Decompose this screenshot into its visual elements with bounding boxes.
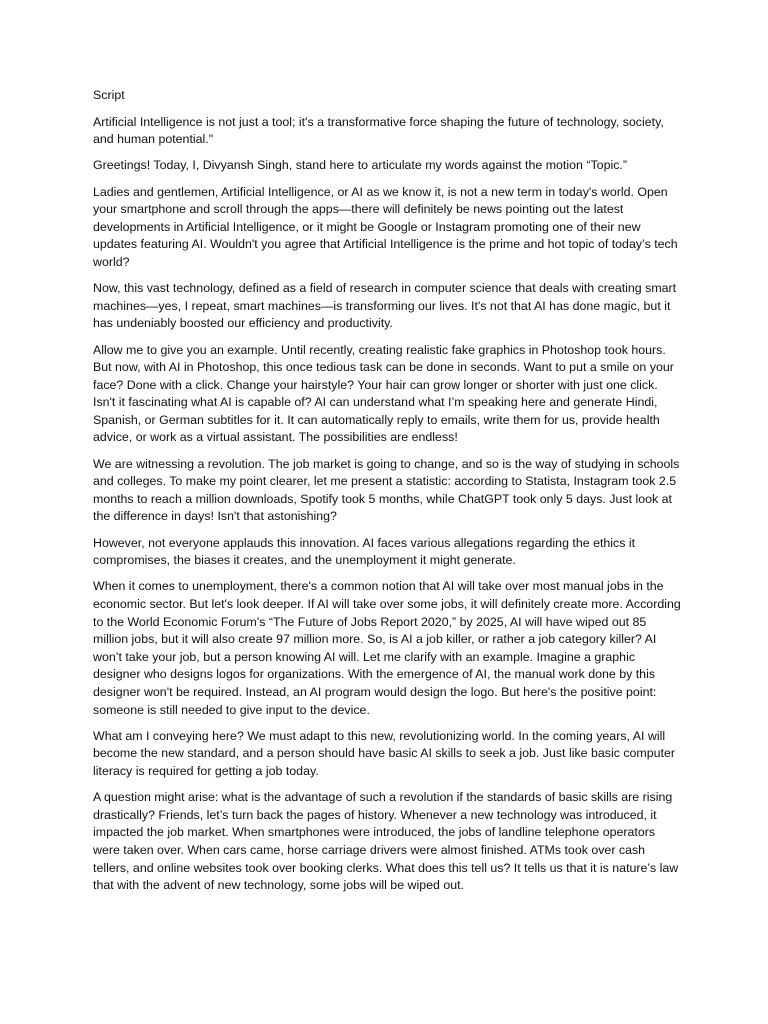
paragraph-history: A question might arise: what is the advantage of such a revolution if the standards of basic skills are rising drastically? Friends, let’s turn back the pages of history. Whenever a new technology was introduced, it impacted the job market. When smartphones were introduced, the jobs of landline telephone operators were taken over. When cars came, horse carriage drivers were almost finished. ATMs took over cash tellers, and online websites took over booking clerks. What does this tell us? It tells us that it is nature’s law that with the advent of new technology, some jobs will be wiped out. bbox=[93, 790, 679, 893]
paragraph-introduction: Ladies and gentlemen, Artificial Intelligence, or AI as we know it, is not a new term in today's world. Open your smartphone and scroll through the apps—there will definitely be news pointing out the latest developments in Artificial Intelligence, or it might be Google or Instagram promoting one of their new updates featuring AI. Wouldn't you agree that Artificial Intelligence is the prime and hot topic of today’s tech world? bbox=[93, 184, 678, 269]
paragraph-definition: Now, this vast technology, defined as a field of research in computer science that deals with creating smart machines—yes, I repeat, smart machines—is transforming our lives. It's not that AI has done magic, but it has undeniably boosted our efficiency and productivity. bbox=[93, 281, 677, 331]
document-heading: Script bbox=[93, 88, 125, 102]
document-page bbox=[93, 87, 681, 903]
paragraph-adaptation: What am I conveying here? We must adapt to this new, revolutionizing world. In the coming years, AI will become the new standard, and a person should have basic AI skills to seek a job. Just like basic computer literacy is required for getting a job today. bbox=[93, 728, 675, 778]
paragraph-revolution-statistic: We are witnessing a revolution. The job market is going to change, and so is the way of studying in schools and colleges. To make my point clearer, let me present a statistic: according to Statista, Instagram took 2.5 months to reach a million downloads, Spotify took 5 months, while ChatGPT took only 5 days. Just look at the difference in days! Isn't that astonishing? bbox=[93, 456, 680, 524]
paragraph-opening-quote: Artificial Intelligence is not just a tool; it's a transformative force shaping the future of technology, society, and human potential." bbox=[93, 114, 664, 147]
paragraph-unemployment: When it comes to unemployment, there's a common notion that AI will take over most manual jobs in the economic sector. But let's look deeper. If AI will take over some jobs, it will definitely create more. According to the World Economic Forum’s “The Future of Jobs Report 2020,” by 2025, AI will have wiped out 85 million jobs, but it will also create 97 million more. So, is AI a job killer, or rather a job category killer? AI won’t take your job, but a person knowing AI will. Let me clarify with an example. Imagine a graphic designer who designs logos for organizations. With the emergence of AI, the manual work done by this designer won't be required. Instead, an AI program would design the logo. But here's the positive point: someone is still needed to give input to the device. bbox=[93, 579, 681, 717]
paragraph-photoshop-example: Allow me to give you an example. Until recently, creating realistic fake graphics in Photoshop took hours. But now, with AI in Photoshop, this once tedious task can be done in seconds. Want to put a smile on your face? Done with a click. Change your hairstyle? Your hair can grow longer or shorter with just one click. Isn't it fascinating what AI is capable of? AI can understand what I’m speaking here and generate Hindi, Spanish, or German subtitles for it. It can automatically reply to emails, write them for us, provide health advice, or work as a virtual assistant. The possibilities are endless! bbox=[93, 342, 674, 445]
paragraph-allegations: However, not everyone applauds this innovation. AI faces various allegations regarding the ethics it compromises, the biases it creates, and the unemployment it might generate. bbox=[93, 535, 636, 568]
paragraph-greeting: Greetings! Today, I, Divyansh Singh, stand here to articulate my words against the motion “Topic.” bbox=[93, 158, 627, 173]
